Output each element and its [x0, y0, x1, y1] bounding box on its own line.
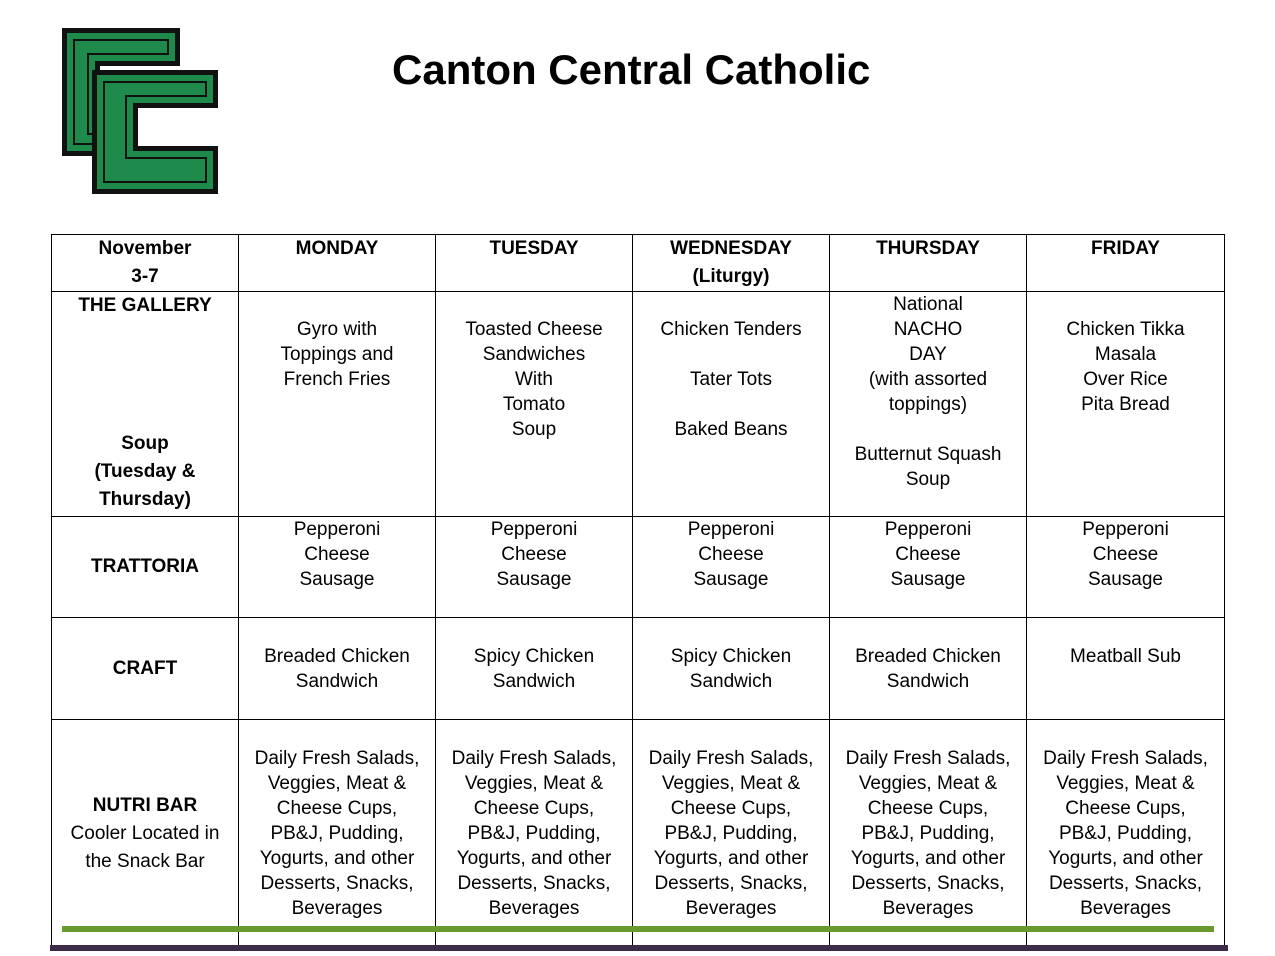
- nutri-bar-row: [52, 720, 1225, 948]
- gallery-row: [52, 292, 1225, 517]
- menu-item: Daily Fresh Salads, Veggies, Meat & Cheese Cups, PB&J, Pudding, Yogurts, and other Desserts, Snacks, Beverages: [1043, 748, 1208, 919]
- menu-item: Spicy Chicken Sandwich: [473, 646, 595, 692]
- day-header-thursday: [830, 235, 1027, 292]
- nutri-friday: [1027, 720, 1225, 948]
- day-note: (Liturgy): [692, 266, 770, 287]
- trattoria-friday: [1027, 517, 1225, 618]
- gallery-thursday: [830, 292, 1027, 517]
- week-month: November: [98, 238, 192, 259]
- menu-item: Daily Fresh Salads, Veggies, Meat & Cheese Cups, PB&J, Pudding, Yogurts, and other Desserts, Snacks, Beverages: [648, 748, 814, 919]
- craft-row: [52, 618, 1225, 720]
- trattoria-wednesday: [633, 517, 830, 618]
- school-logo: [52, 26, 236, 196]
- table-header-row: [52, 235, 1225, 292]
- menu-item: Daily Fresh Salads, Veggies, Meat & Cheese Cups, PB&J, Pudding, Yogurts, and other Desserts, Snacks, Beverages: [451, 748, 617, 919]
- day-header-wednesday: [633, 235, 830, 292]
- day-name: FRIDAY: [1091, 238, 1160, 259]
- day-header-tuesday: [436, 235, 633, 292]
- station-name: TRATTORIA: [90, 556, 199, 577]
- menu-item: Pepperoni Cheese Sausage: [490, 519, 578, 590]
- menu-item: Toasted Cheese Sandwiches With Tomato Soup: [465, 319, 603, 440]
- nutri-thursday: [830, 720, 1027, 948]
- day-name: WEDNESDAY: [670, 238, 792, 259]
- green-divider: [62, 926, 1214, 932]
- nutri-wednesday: [633, 720, 830, 948]
- craft-monday: [239, 618, 436, 720]
- menu-item: National NACHO DAY (with assorted toppings) Butternut Squash Soup: [854, 294, 1002, 490]
- menu-item: Daily Fresh Salads, Veggies, Meat & Cheese Cups, PB&J, Pudding, Yogurts, and other Desserts, Snacks, Beverages: [845, 748, 1011, 919]
- menu-item: Breaded Chicken Sandwich: [855, 646, 1001, 692]
- gallery-friday: [1027, 292, 1225, 517]
- menu-item: Chicken Tikka Masala Over Rice Pita Bread: [1066, 319, 1185, 415]
- trattoria-row: [52, 517, 1225, 618]
- gallery-tuesday: [436, 292, 633, 517]
- day-header-monday: [239, 235, 436, 292]
- menu-item: Chicken Tenders Tater Tots Baked Beans: [660, 319, 802, 440]
- menu-item: Gyro with Toppings and French Fries: [280, 319, 394, 390]
- gallery-monday: [239, 292, 436, 517]
- day-name: MONDAY: [295, 238, 379, 259]
- menu-item: Pepperoni Cheese Sausage: [1082, 519, 1169, 590]
- week-cell: [52, 235, 239, 292]
- station-name: THE GALLERY: [78, 295, 212, 316]
- craft-wednesday: [633, 618, 830, 720]
- nutri-tuesday: [436, 720, 633, 948]
- menu-item: Pepperoni Cheese Sausage: [687, 519, 775, 590]
- trattoria-tuesday: [436, 517, 633, 618]
- craft-thursday: [830, 618, 1027, 720]
- craft-friday: [1027, 618, 1225, 720]
- day-name: TUESDAY: [489, 238, 579, 259]
- menu-item: Pepperoni Cheese Sausage: [293, 519, 381, 590]
- gallery-wednesday: [633, 292, 830, 517]
- dark-divider: [50, 945, 1228, 951]
- lunch-menu-table: [51, 234, 1225, 948]
- day-header-friday: [1027, 235, 1225, 292]
- page-title: Canton Central Catholic: [392, 46, 871, 93]
- menu-item: Daily Fresh Salads, Veggies, Meat & Cheese Cups, PB&J, Pudding, Yogurts, and other Desserts, Snacks, Beverages: [254, 748, 420, 919]
- trattoria-thursday: [830, 517, 1027, 618]
- soup-label: Soup (Tuesday & Thursday): [94, 433, 196, 510]
- station-name: CRAFT: [112, 657, 178, 679]
- station-name: NUTRI BAR: [92, 794, 198, 816]
- row-label-nutri-bar: [52, 720, 239, 948]
- menu-item: Spicy Chicken Sandwich: [670, 646, 792, 692]
- menu-item: Pepperoni Cheese Sausage: [884, 519, 972, 590]
- row-label-craft: [52, 618, 239, 720]
- station-location: Cooler Located in the Snack Bar: [70, 822, 220, 872]
- nutri-monday: [239, 720, 436, 948]
- craft-tuesday: [436, 618, 633, 720]
- menu-item: Breaded Chicken Sandwich: [264, 646, 410, 692]
- day-name: THURSDAY: [876, 238, 980, 259]
- menu-item: Meatball Sub: [1070, 646, 1181, 667]
- row-label-gallery: [52, 292, 239, 517]
- row-label-trattoria: [52, 517, 239, 618]
- trattoria-monday: [239, 517, 436, 618]
- week-dates: 3-7: [131, 266, 159, 287]
